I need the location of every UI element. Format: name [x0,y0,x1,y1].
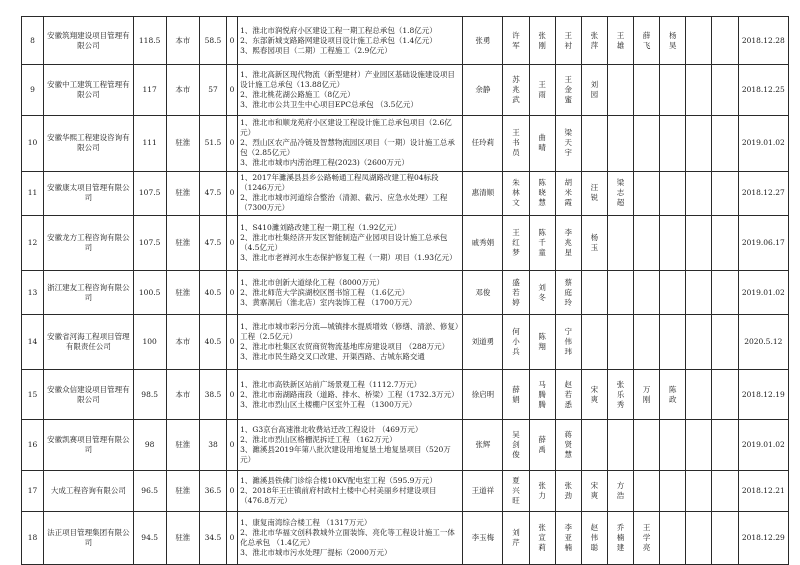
table-row [22,470,789,512]
team-member-7: 陈政 [660,369,686,419]
zero-score: 0 [227,216,238,271]
row-number: 15 [22,369,44,419]
zero-score: 0 [227,369,238,419]
performance-score: 38 [199,420,226,470]
team-member-4: 宋爽 [581,369,607,419]
company-name: 安徽康太项目管理有限公司 [44,171,133,216]
team-member-3: 梁天宇 [555,115,581,171]
team-member-9 [712,420,738,470]
team-member-9 [712,271,738,315]
performance-score: 38.5 [199,369,226,419]
table-row [22,17,789,65]
team-member-3: 王金蜜 [555,65,581,115]
project-leader: 李玉梅 [463,512,503,565]
project-list: 1、濉溪县铁佛门诊综合楼10KV配电室工程（595.9万元） 2、2018年王庄镇前府村政村土楼中心村美丽乡村建设项目 （476.8万元） [238,470,463,512]
zero-score: 0 [227,512,238,565]
total-score: 96.5 [133,470,166,512]
performance-score: 40.5 [199,271,226,315]
total-score: 98 [133,420,166,470]
team-member-7 [660,470,686,512]
table-row [22,171,789,216]
team-member-2: 张力 [529,470,555,512]
company-name: 浙江建友工程咨询有限公司 [44,271,133,315]
team-member-3: 李亚楠 [555,512,581,565]
team-member-2: 马腾腾 [529,369,555,419]
team-member-6 [634,315,660,370]
team-member-6 [634,470,660,512]
team-member-9 [712,369,738,419]
total-score: 100 [133,315,166,370]
team-member-1: 薛娟 [503,369,529,419]
team-member-5 [607,216,633,271]
project-leader: 余静 [463,65,503,115]
team-member-6 [634,171,660,216]
project-list: 1、S410濉刘路改建工程一期工程（1.92亿元） 2、淮北市杜集经济开发区智能制造产业园项目设计施工总承包（4.5亿元） 3、淮北市老禅河水生态保护修复工程（一期）项目（1.93亿元） [238,216,463,271]
registration-date: 2018.12.28 [738,17,788,65]
team-member-9 [712,171,738,216]
location: 本市 [166,65,199,115]
team-member-1: 吴剑俊 [503,420,529,470]
project-list: 1、淮北市创新大道绿化工程（8000万元） 2、淮北师范大学滨湖校区图书馆工程 （1.6亿元） 3、黄寨洞后（淮北店）室内装饰工程 （1700万元） [238,271,463,315]
team-member-3: 赵若悉 [555,369,581,419]
team-member-3: 宁伟玮 [555,315,581,370]
team-member-5 [607,65,633,115]
row-number: 11 [22,171,44,216]
project-leader: 刘道勇 [463,315,503,370]
team-member-1: 苏兆武 [503,65,529,115]
team-member-1: 刘芹 [503,512,529,565]
project-list: 1、淮北市城市彩污分流—城镇排水提质增效（修缮、清淤、修复）工程（2.5亿元） 2、淮北市杜集区农贸商贸物流基地库房建设项目 （288万元） 3、淮北市民生路交叉口改建、开渠西路、古城东路交通 [238,315,463,370]
company-name: 法正项目管理集团有限公司 [44,512,133,565]
table-row [22,65,789,115]
team-member-7 [660,65,686,115]
performance-score: 36.5 [199,470,226,512]
team-member-5: 王雄 [607,17,633,65]
total-score: 94.5 [133,512,166,565]
table-row [22,420,789,470]
registration-date: 2018.12.25 [738,65,788,115]
team-member-9 [712,65,738,115]
zero-score: 0 [227,315,238,370]
performance-score: 58.5 [199,17,226,65]
location: 驻淮 [166,216,199,271]
team-member-3: 胡米霞 [555,171,581,216]
team-member-9 [712,315,738,370]
team-member-7 [660,271,686,315]
company-name: 安徽华熙工程建设咨询有限公司 [44,115,133,171]
project-list: 1、淮北市和顺龙苑府小区建设工程设计施工总承包项目（2.6亿元） 2、烈山区农产品冷链及智慧物流园区项目（一期）设计施工总承包（2.85亿元） 3、淮北市城市内涝治理工程(2023)（2600万元） [238,115,463,171]
registration-date: 2019.06.17 [738,216,788,271]
zero-score: 0 [227,115,238,171]
registration-date: 2019.01.02 [738,420,788,470]
team-member-8 [686,115,712,171]
project-leader: 张辉 [463,420,503,470]
row-number: 10 [22,115,44,171]
performance-score: 57 [199,65,226,115]
project-leader: 张勇 [463,17,503,65]
team-member-6 [634,115,660,171]
total-score: 98.5 [133,369,166,419]
team-member-9 [712,115,738,171]
team-member-8 [686,512,712,565]
table-row [22,115,789,171]
project-list: 1、淮北高新区现代物流（新型建材）产业园区基础设施建设项目设计施工总承包（13.88亿元） 2、淮北桃花湖公路施工（8亿元） 3、淮北市公共卫生中心项目EPC总承包 （3.5亿元） [238,65,463,115]
company-name: 安徽省河海工程项目管理有限责任公司 [44,315,133,370]
registration-date: 2018.12.29 [738,512,788,565]
team-member-1: 许军 [503,17,529,65]
row-number: 14 [22,315,44,370]
project-list: 1、G3京台高速淮北收费站迁改工程设计 （469万元） 2、淮北市烈山区格栅泥拆迁工程 （162万元） 3、濉溪县2019年第八批次建设用地复垦土地复垦项目（520万元） [238,420,463,470]
zero-score: 0 [227,420,238,470]
project-leader: 邓俊 [463,271,503,315]
row-number: 13 [22,271,44,315]
location: 驻淮 [166,171,199,216]
project-leader: 任玲莉 [463,115,503,171]
team-member-1: 盛若婷 [503,271,529,315]
team-member-8 [686,420,712,470]
team-member-8 [686,315,712,370]
team-member-8 [686,216,712,271]
team-member-2: 张宣莉 [529,512,555,565]
bidder-table [21,16,789,565]
team-member-6 [634,65,660,115]
team-member-3: 张劲 [555,470,581,512]
company-name: 安徽龙方工程咨询有限公司 [44,216,133,271]
performance-score: 47.5 [199,171,226,216]
team-member-5 [607,271,633,315]
total-score: 118.5 [133,17,166,65]
table-row [22,271,789,315]
team-member-5 [607,115,633,171]
team-member-9 [712,216,738,271]
row-number: 8 [22,17,44,65]
project-leader: 惠清顺 [463,171,503,216]
team-member-4: 宋爽 [581,470,607,512]
team-member-8 [686,369,712,419]
team-member-6: 薛飞 [634,17,660,65]
zero-score: 0 [227,171,238,216]
team-member-9 [712,17,738,65]
team-member-8 [686,470,712,512]
project-leader: 徐启明 [463,369,503,419]
team-member-4: 刘园 [581,65,607,115]
company-name: 安徽众信建设项目管理有限公司 [44,369,133,419]
zero-score: 0 [227,17,238,65]
team-member-2: 张刚 [529,17,555,65]
team-member-2: 刘冬 [529,271,555,315]
team-member-1: 朱林文 [503,171,529,216]
team-member-2: 曲晴 [529,115,555,171]
team-member-7 [660,512,686,565]
project-leader: 戚秀娟 [463,216,503,271]
team-member-3: 蒋贤慧 [555,420,581,470]
team-member-7 [660,115,686,171]
row-number: 18 [22,512,44,565]
team-member-4 [581,115,607,171]
team-member-5: 梁志超 [607,171,633,216]
company-name: 大成工程咨询有限公司 [44,470,133,512]
team-member-7 [660,171,686,216]
team-member-7 [660,216,686,271]
team-member-2: 陈千童 [529,216,555,271]
team-member-6: 王学亮 [634,512,660,565]
team-member-3: 王衬 [555,17,581,65]
team-member-6: 万刚 [634,369,660,419]
performance-score: 47.5 [199,216,226,271]
registration-date: 2020.5.12 [738,315,788,370]
team-member-7 [660,315,686,370]
registration-date: 2019.01.02 [738,271,788,315]
team-member-9 [712,470,738,512]
total-score: 117 [133,65,166,115]
team-member-8 [686,65,712,115]
team-member-6 [634,271,660,315]
project-list: 1、淮北市高铁新区站前广场景观工程（1112.7万元） 2、淮北市南湖路南段（道路、排水、桥梁）工程（1732.3万元） 3、淮北市烈山区土楼棚户区室外工程 （1300万元） [238,369,463,419]
company-name: 安徽中工建筑工程管理有限公司 [44,65,133,115]
performance-score: 34.5 [199,512,226,565]
team-member-4 [581,420,607,470]
team-member-7: 杨昊 [660,17,686,65]
row-number: 12 [22,216,44,271]
total-score: 111 [133,115,166,171]
row-number: 16 [22,420,44,470]
zero-score: 0 [227,470,238,512]
team-member-5: 乔楠建 [607,512,633,565]
team-member-1: 夏兴旺 [503,470,529,512]
table-row [22,216,789,271]
registration-date: 2019.01.02 [738,115,788,171]
table-row [22,315,789,370]
zero-score: 0 [227,65,238,115]
table-row [22,369,789,419]
zero-score: 0 [227,271,238,315]
team-member-5 [607,315,633,370]
location: 驻淮 [166,420,199,470]
project-list: 1、康复南湾综合楼工程 （1317万元） 2、淮北市华福文创科教城外立面装饰、亮化等工程设计施工一体化总承包 （1.4亿元） 3、淮北市城市污水处理厂提标（2000万元） [238,512,463,565]
project-leader: 王道祥 [463,470,503,512]
total-score: 107.5 [133,216,166,271]
team-member-4 [581,315,607,370]
team-member-5: 方浩 [607,470,633,512]
team-member-3: 李兆星 [555,216,581,271]
registration-date: 2018.12.19 [738,369,788,419]
team-member-5 [607,420,633,470]
team-member-7 [660,420,686,470]
company-name: 安徽筑翔建设项目管理有限公司 [44,17,133,65]
location: 驻淮 [166,512,199,565]
team-member-6 [634,420,660,470]
location: 驻淮 [166,115,199,171]
team-member-1: 何小兵 [503,315,529,370]
team-member-2: 王雨 [529,65,555,115]
team-member-4: 汪锐 [581,171,607,216]
team-member-1: 王红梦 [503,216,529,271]
team-member-2: 陈晓慧 [529,171,555,216]
team-member-8 [686,17,712,65]
team-member-5: 张乐秀 [607,369,633,419]
location: 驻淮 [166,271,199,315]
row-number: 9 [22,65,44,115]
team-member-1: 王书员 [503,115,529,171]
team-member-4: 赵伟聪 [581,512,607,565]
project-list: 1、2017年濉溪县县乡公路畅通工程凤湖路改建工程04标段（1246万元） 2、淮北市城市河道综合整治（清源、截污、应急水处理）工程 （7300万元） [238,171,463,216]
registration-date: 2018.12.27 [738,171,788,216]
location: 本市 [166,315,199,370]
team-member-9 [712,512,738,565]
location: 驻淮 [166,470,199,512]
total-score: 100.5 [133,271,166,315]
table-row [22,512,789,565]
team-member-8 [686,171,712,216]
team-member-8 [686,271,712,315]
company-name: 安徽凯赛项目管理有限公司 [44,420,133,470]
team-member-3: 蔡庭玲 [555,271,581,315]
location: 本市 [166,17,199,65]
row-number: 17 [22,470,44,512]
total-score: 107.5 [133,171,166,216]
team-member-4 [581,271,607,315]
performance-score: 40.5 [199,315,226,370]
performance-score: 51.5 [199,115,226,171]
project-list: 1、淮北市润悦府小区建设工程一期工程总承包（1.8亿元） 2、东部新城支路路网建设项目设计施工总承包（1.4亿元） 3、熙春园项目（二期）工程施工（2.9亿元） [238,17,463,65]
team-member-4: 张萍 [581,17,607,65]
team-member-6 [634,216,660,271]
location: 本市 [166,369,199,419]
team-member-2: 陈翔 [529,315,555,370]
team-member-4: 杨玉 [581,216,607,271]
team-member-2: 薛禹 [529,420,555,470]
registration-date: 2018.12.21 [738,470,788,512]
